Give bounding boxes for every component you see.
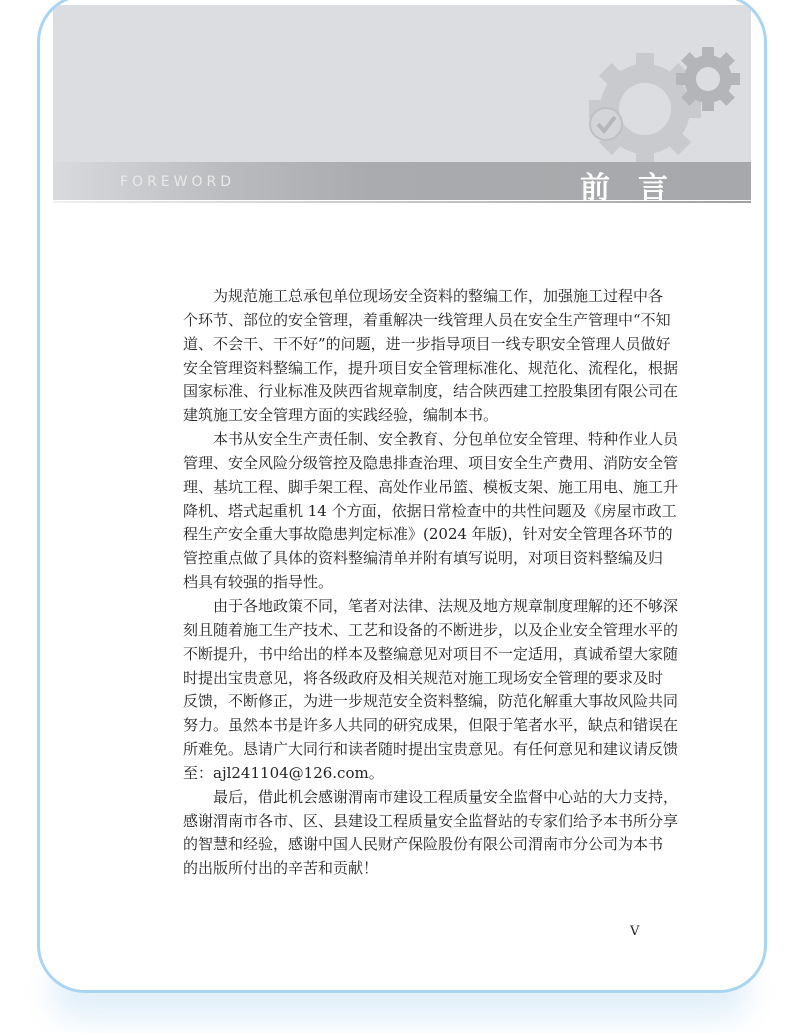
text-line: 个环节、部位的安全管理，着重解决一线管理人员在安全生产管理中“不知 [183, 310, 671, 329]
text-line: 建筑施工安全管理方面的实践经验，编制本书。 [183, 406, 499, 425]
text-line: 为规范施工总承包单位现场安全资料的整编工作，加强施工过程中各 [213, 287, 664, 305]
text-line: 的出版所付出的辛苦和贡献！ [183, 859, 379, 878]
text-line: 至：ajl241104@126.com。 [183, 763, 384, 782]
text-line: 本书从安全生产责任制、安全教育、分包单位安全管理、特种作业人员 [213, 430, 679, 449]
text-line: 由于各地政策不同，笔者对法律、法规及地方规章制度理解的还不够深 [213, 596, 679, 615]
gears-check-icon [570, 39, 740, 169]
text-line: 安全管理资料整编工作，提升项目安全管理标准化、规范化、流程化，根据 [183, 358, 679, 377]
page-title: 前言 [580, 171, 696, 206]
text-line: 刻且随着施工生产技术、工艺和设备的不断进步，以及企业安全管理水平的 [183, 620, 679, 639]
text-line: 降机、塔式起重机 14 个方面，依据日常检查中的共性问题及《房屋市政工 [183, 501, 677, 520]
text-line: 感谢渭南市各市、区、县建设工程质量安全监督站的专家们给予本书所分享 [183, 811, 679, 830]
text-line: 道、不会干、干不好”的问题，进一步指导项目一线专职安全管理人员做好 [183, 334, 671, 353]
text-line: 国家标准、行业标准及陕西省规章制度，结合陕西建工控股集团有限公司在 [183, 382, 679, 401]
text-line: 最后，借此机会感谢渭南市建设工程质量安全监督中心站的大力支持， [213, 787, 679, 806]
text-line: 时提出宝贵意见，将各级政府及相关规范对施工现场安全管理的要求及时 [183, 668, 664, 687]
text-line: 所难免。恳请广大同行和读者随时提出宝贵意见。有任何意见和建议请反馈 [183, 740, 679, 759]
paragraph [183, 595, 679, 786]
text-line: 反馈，不断修正，为进一步规范安全资料整编，防范化解重大事故风险共同 [183, 692, 679, 711]
text-line: 程生产安全重大事故隐患判定标准》(2024 年版)，针对安全管理各环节的 [183, 525, 673, 544]
foreword-label: FOREWORD [120, 174, 236, 190]
text-line: 管理、安全风险分级管控及隐患排查治理、项目安全生产费用、消防安全管 [183, 453, 679, 472]
text-line: 努力。虽然本书是许多人共同的研究成果，但限于笔者水平，缺点和错误在 [183, 716, 679, 735]
paragraph [183, 285, 679, 428]
paragraph [183, 428, 679, 595]
paragraph [183, 786, 679, 881]
text-line: 管控重点做了具体的资料整编清单并附有填写说明，对项目资料整编及归 [183, 549, 664, 568]
text-line: 档具有较强的指导性。 [183, 573, 334, 592]
text-line: 不断提升，书中给出的样本及整编意见对项目不一定适用，真诚希望大家随 [183, 644, 679, 663]
page-number: V [630, 924, 640, 939]
foreword-body [183, 285, 679, 881]
text-line: 的智慧和经验，感谢中国人民财产保险股份有限公司渭南市分公司为本书 [183, 835, 664, 854]
text-line: 理、基坑工程、脚手架工程、高处作业吊篮、模板支架、施工用电、施工升 [183, 477, 679, 496]
